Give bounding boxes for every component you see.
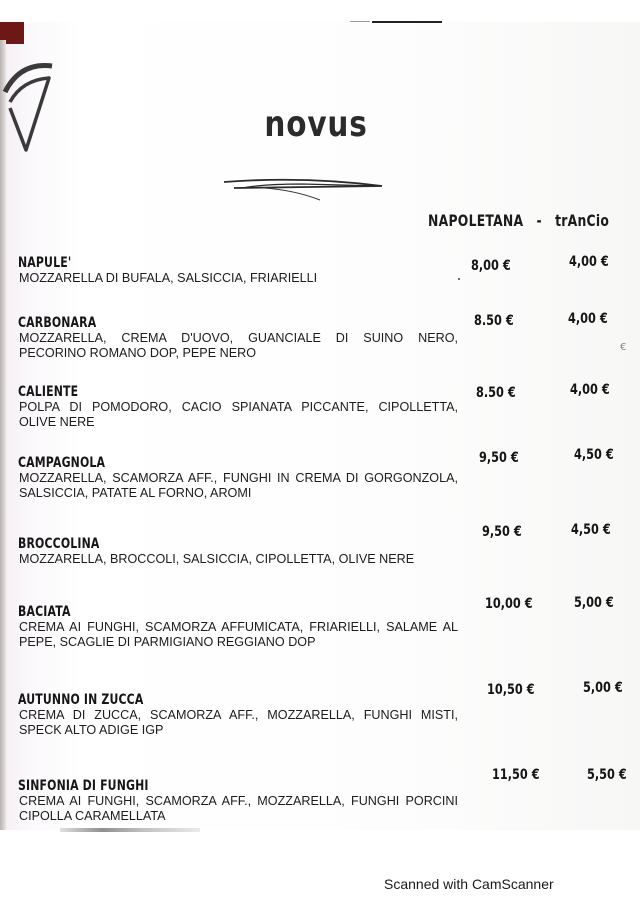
- camscanner-watermark: Scanned with CamScanner: [384, 876, 554, 892]
- price-trancio: 4,00 €: [568, 311, 608, 327]
- item-description: CREMA AI FUNGHI, SCAMORZA AFF., MOZZARELLA, FUNGHI PORCINI CIPOLLA CARAMELLATA: [19, 794, 458, 823]
- item-name: SINFONIA DI FUNGHI: [18, 778, 149, 794]
- stray-dot: [458, 278, 460, 280]
- item-description: MOZZARELLA, SCAMORZA AFF., FUNGHI IN CREMA DI GORGONZOLA, SALSICCIA, PATATE AL FORNO, AROMI: [19, 471, 458, 500]
- menu-item-napule: [18, 255, 458, 286]
- item-description: POLPA DI POMODORO, CACIO SPIANATA PICCANTE, CIPOLLETTA, OLIVE NERE: [19, 400, 458, 429]
- item-name: CARBONARA: [18, 315, 97, 331]
- item-description: CREMA AI FUNGHI, SCAMORZA AFFUMICATA, FRIARIELLI, SALAME AL PEPE, SCAGLIE DI PARMIGIANO REGGIANO DOP: [19, 620, 458, 649]
- menu-item-caliente: [18, 384, 458, 430]
- item-name: BACIATA: [18, 604, 71, 620]
- header-separator: -: [536, 211, 542, 230]
- top-edge-mark-faint: [350, 21, 370, 22]
- scan-smudge: [60, 828, 200, 832]
- menu-title: novus: [264, 104, 368, 145]
- price-trancio: 4,50 €: [571, 522, 611, 538]
- header-napoletana: NAPOLETANA: [428, 211, 524, 230]
- item-name: CAMPAGNOLA: [18, 455, 106, 471]
- top-edge-mark: [372, 21, 442, 23]
- menu-item-campagnola: [18, 455, 458, 501]
- item-description: MOZZARELLA, CREMA D'UOVO, GUANCIALE DI SUINO NERO, PECORINO ROMANO DOP, PEPE NERO: [19, 331, 458, 360]
- item-description: MOZZARELLA DI BUFALA, SALSICCIA, FRIARIELLI: [19, 271, 318, 285]
- menu-item-broccolina: [18, 536, 458, 567]
- price-trancio: 4,50 €: [574, 447, 614, 463]
- price-napoletana: 8,00 €: [471, 258, 511, 274]
- title-swoosh-decoration: [224, 176, 384, 210]
- price-column-headers: [428, 211, 609, 230]
- item-name: NAPULE': [18, 255, 72, 271]
- price-napoletana: 9,50 €: [482, 524, 522, 540]
- price-napoletana: 11,50 €: [492, 767, 540, 783]
- item-name: BROCCOLINA: [18, 536, 100, 552]
- price-napoletana: 10,50 €: [487, 682, 535, 698]
- price-trancio: 4,00 €: [569, 254, 609, 270]
- price-napoletana: 10,00 €: [485, 596, 533, 612]
- price-napoletana: 9,50 €: [479, 450, 519, 466]
- item-name: CALIENTE: [18, 384, 79, 400]
- menu-item-carbonara: [18, 315, 458, 361]
- stray-euro-mark: €: [620, 342, 627, 353]
- price-napoletana: 8.50 €: [476, 385, 516, 401]
- price-trancio: 5,00 €: [574, 595, 614, 611]
- page-left-edge: [0, 40, 6, 830]
- price-napoletana: 8.50 €: [474, 313, 514, 329]
- menu-item-baciata: [18, 604, 458, 650]
- item-name: AUTUNNO IN ZUCCA: [18, 692, 144, 708]
- price-trancio: 5,50 €: [587, 767, 627, 783]
- item-description: CREMA DI ZUCCA, SCAMORZA AFF., MOZZARELLA, FUNGHI MISTI, SPECK ALTO ADIGE IGP: [19, 708, 458, 737]
- price-trancio: 5,00 €: [583, 680, 623, 696]
- item-description: MOZZARELLA, BROCCOLI, SALSICCIA, CIPOLLETTA, OLIVE NERE: [19, 552, 415, 566]
- header-trancio: trAnCio: [555, 211, 610, 230]
- menu-item-autunno-in-zucca: [18, 692, 458, 738]
- price-trancio: 4,00 €: [570, 382, 610, 398]
- menu-item-sinfonia-di-funghi: [18, 778, 458, 824]
